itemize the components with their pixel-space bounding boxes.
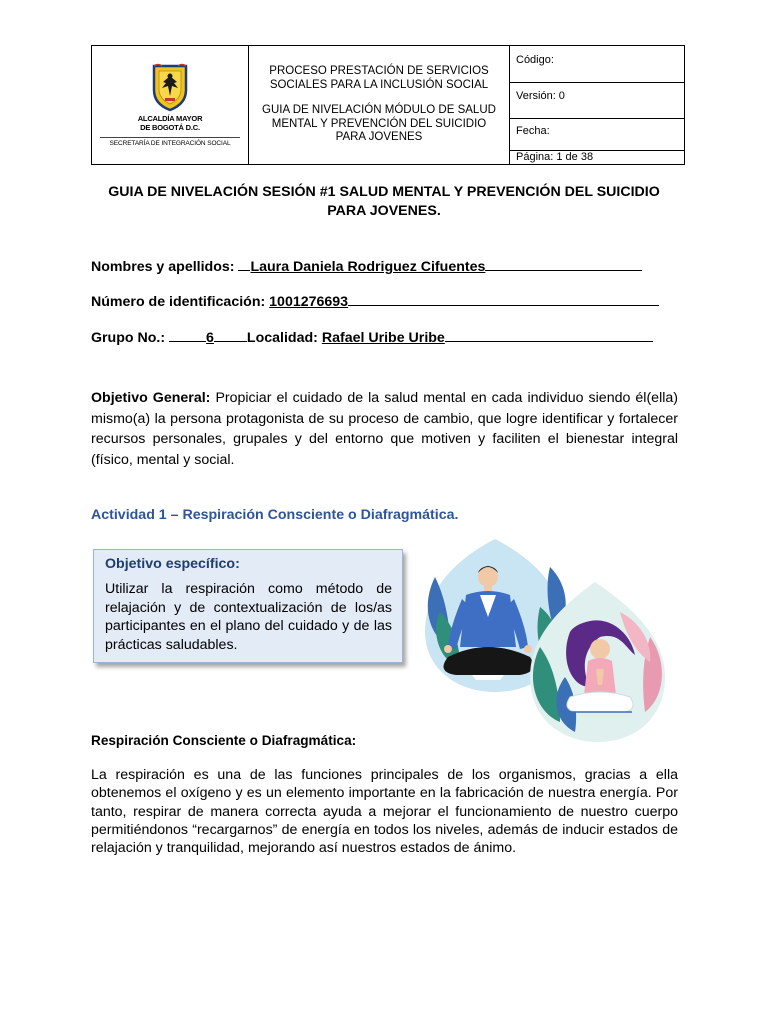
logo-name-line2: DE BOGOTÁ D.C. <box>140 123 200 132</box>
version-cell: Versión: 0 <box>510 83 685 119</box>
nombres-value: Laura Daniela Rodriguez Cifuentes <box>250 259 486 275</box>
respiracion-heading: Respiración Consciente o Diafragmática: <box>91 733 357 748</box>
document-title: GUIA DE NIVELACIÓN SESIÓN #1 SALUD MENTAL Y PREVENCIÓN DEL SUICIDIO PARA JOVENES. <box>108 184 660 219</box>
identificacion-value: 1001276693 <box>269 294 349 310</box>
objetivo-especifico-label: Objetivo específico: <box>105 556 240 572</box>
objetivo-general-text: Propiciar el cuidado de la salud mental en cada individuo siendo él(ella) mismo(a) la persona protagonista de su proceso de cambio, que logre identificar y fortalecer recursos personales, grupales y del entorno que motiven y faciliten el bienestar integral (físico, mental y social. <box>91 390 678 468</box>
grupo-field <box>91 328 653 346</box>
coat-of-arms-icon <box>150 62 190 112</box>
objetivo-general <box>91 388 678 470</box>
localidad-value: Rafael Uribe Uribe <box>321 330 445 346</box>
nombres-field <box>91 257 642 275</box>
respiracion-text: La respiración es una de las funciones principales de los organismos, gracias a ella obtenemos el oxígeno y es un elemento importante en la fabricación de nuestra energía. Por tanto, respirar de manera correcta ayuda a mejorar el funcionamiento de nuestro cuerpo permitiéndonos “recargarnos” de energía en todos los niveles, además de inducir estados de relajación y tranquilidad, mejorando así nuestros estados de ánimo. <box>91 767 678 857</box>
logo-cell <box>92 46 249 165</box>
guide-title: GUIA DE NIVELACIÓN MÓDULO DE SALUD MENTAL Y PREVENCIÓN DEL SUICIDIO PARA JOVENES <box>262 104 496 144</box>
objetivo-especifico-box <box>93 549 403 663</box>
document-header <box>91 45 685 165</box>
identificacion-field <box>91 292 659 310</box>
meditation-illustration-icon <box>420 537 670 747</box>
pagina-cell: Página: 1 de 38 <box>510 151 685 165</box>
logo-secretaria: SECRETARÍA DE INTEGRACIÓN SOCIAL <box>109 140 231 147</box>
actividad-title: Actividad 1 – Respiración Consciente o Diafragmática. <box>91 507 459 523</box>
objetivo-especifico-text: Utilizar la respiración como método de relajación y de contextualización de los/as participantes en el plano del cuidado y de las prácticas saludables. <box>105 581 392 653</box>
process-title: PROCESO PRESTACIÓN DE SERVICIOS SOCIALES PARA LA INCLUSIÓN SOCIAL <box>269 65 489 91</box>
codigo-cell: Código: <box>510 46 685 83</box>
logo-divider <box>100 137 240 138</box>
identificacion-label: Número de identificación: <box>91 294 266 310</box>
logo-name-line1: ALCALDÍA MAYOR <box>137 114 203 123</box>
localidad-label: Localidad: <box>246 330 318 346</box>
objetivo-general-label: Objetivo General: <box>91 390 211 406</box>
process-cell <box>249 46 510 165</box>
fecha-cell: Fecha: <box>510 119 685 151</box>
grupo-value: 6 <box>206 330 214 346</box>
grupo-label: Grupo No.: <box>91 330 166 346</box>
nombres-label: Nombres y apellidos: <box>91 259 235 275</box>
